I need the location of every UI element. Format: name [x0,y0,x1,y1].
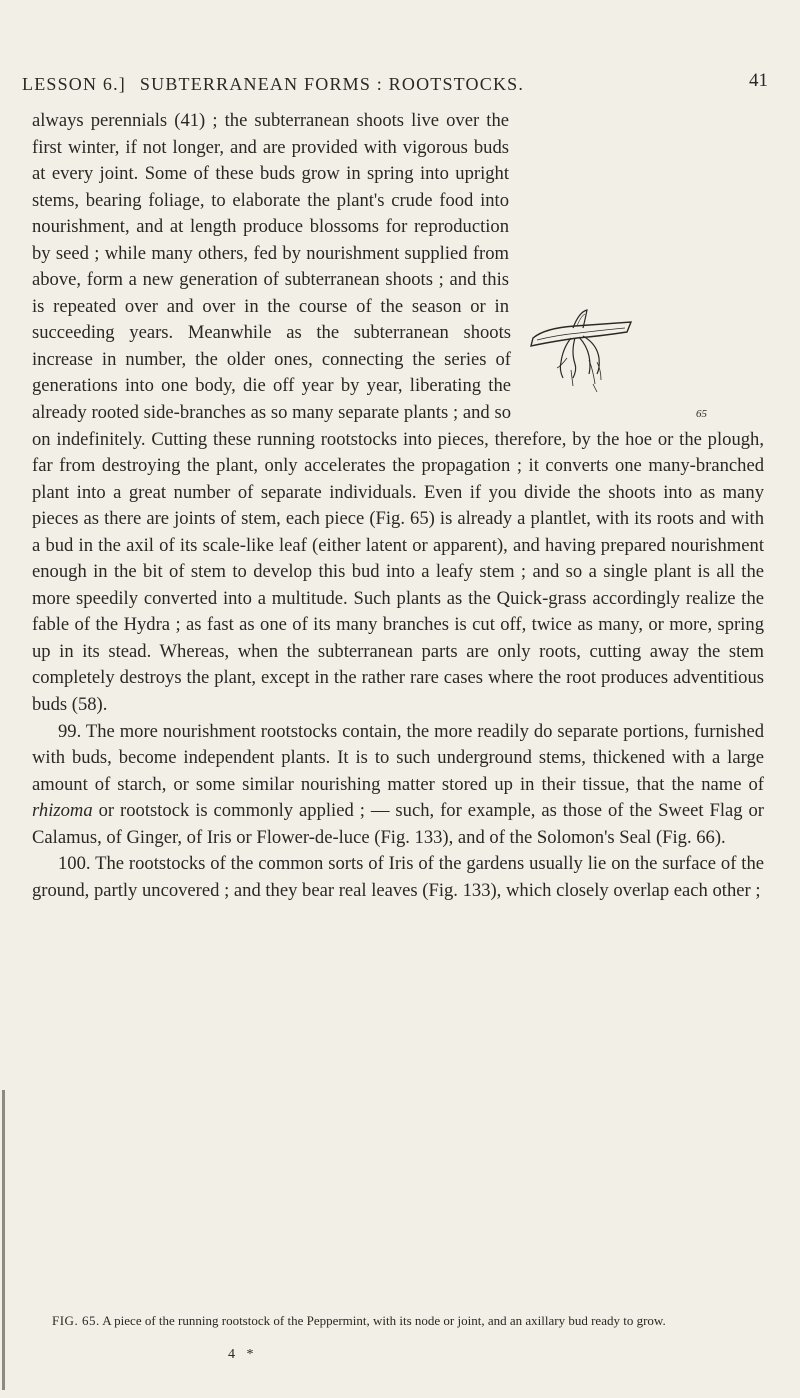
figure-spacer [519,108,764,308]
paragraph-99-text-b: or rootstock is commonly applied ; — such, for example, as those of the Sweet Flag or Calamus, of Ginger, of Iris or Flower-de-luce (Fig. 133), and of the Solomon's Seal (Fig. 66). [32,800,764,848]
figure-number: 65 [696,408,707,420]
header-title: SUBTERRANEAN FORMS : ROOTSTOCKS. [139,74,525,94]
caption-text: A piece of the running rootstock of the Peppermint, with its node or joint, and an axillary bud ready to grow. [102,1313,666,1328]
paragraph-99 [32,719,764,852]
paragraph-number-100: 100. [58,853,91,875]
paragraph-99-text-a: The more nourishment rootstocks contain, the more readily do separate portions, furnished with buds, become independent plants. It is to such underground stems, thickened with a large amount of starch, or some similar nourishing matter stored up in their tissue, that the name of [32,720,764,795]
caption-label: FIG. 65. [52,1313,100,1328]
paragraph-100-text: The rootstocks of the common sorts of Iris of the gardens usually lie on the surface of the ground, partly uncovered ; and they bear real leaves (Fig. 133), which closely overlap each other ; [32,853,765,901]
figure-caption [52,1312,764,1329]
header-lesson: LESSON 6.] [22,74,127,94]
signature-mark: 4 * [228,1347,258,1362]
paragraph-1: always perennials (41) ; the subterranean shoots live over the first winter, if not longer, and are provided with vigorous buds at every joint. Some of these buds grow in spring into upright stems, bearing foliage, to elaborate the plant's crude food into nourishment, and at length produce blossoms for reproduction by seed ; while many others, fed by nourishment supplied from above, form a new generation of subterranean shoots ; and this is repeated over and over in the course of the season or in succeeding years. Meanwhile as the subterranean shoots increase in number, the older ones, connecting the series of generations into one body, die off year by year, liberating the already rooted side-branches as so many separate plants ; and so on indefinitely. Cutting these running rootstocks into pieces, therefore, by the hoe or the plough, far from destroying the plant, only accelerates the propagation ; it converts one many-branched plant into a great number of separate individuals. Even if you divide the shoots into as many pieces as there are joints of stem, each piece (Fig. 65) is already a plantlet, with its roots and with a bud in the axil of its scale-like leaf (either latent or apparent), and having prepared nourishment enough in the bit of stem to develop this bud into a leafy stem ; and so a single plant is all the more speedily converted into a multitude. Such plants as the Quick-grass accordingly realize the fable of the Hydra ; as fast as one of its many branches is cut off, twice as many, or more, spring up in its stead. Whereas, when the subterranean parts are only roots, cutting away the stem completely destroys the plant, except in the rather rare cases where the root produces adventitious buds (58). [32,110,764,716]
page-edge-shadow [2,1090,5,1390]
running-header [22,70,768,100]
figure-65 [519,308,764,418]
body-text [32,108,764,904]
term-rhizoma: rhizoma [32,800,93,822]
page-number: 41 [749,70,768,91]
paragraph-number-99: 99. [58,720,82,742]
rootstock-illustration [527,308,637,408]
paragraph-100 [32,851,764,904]
